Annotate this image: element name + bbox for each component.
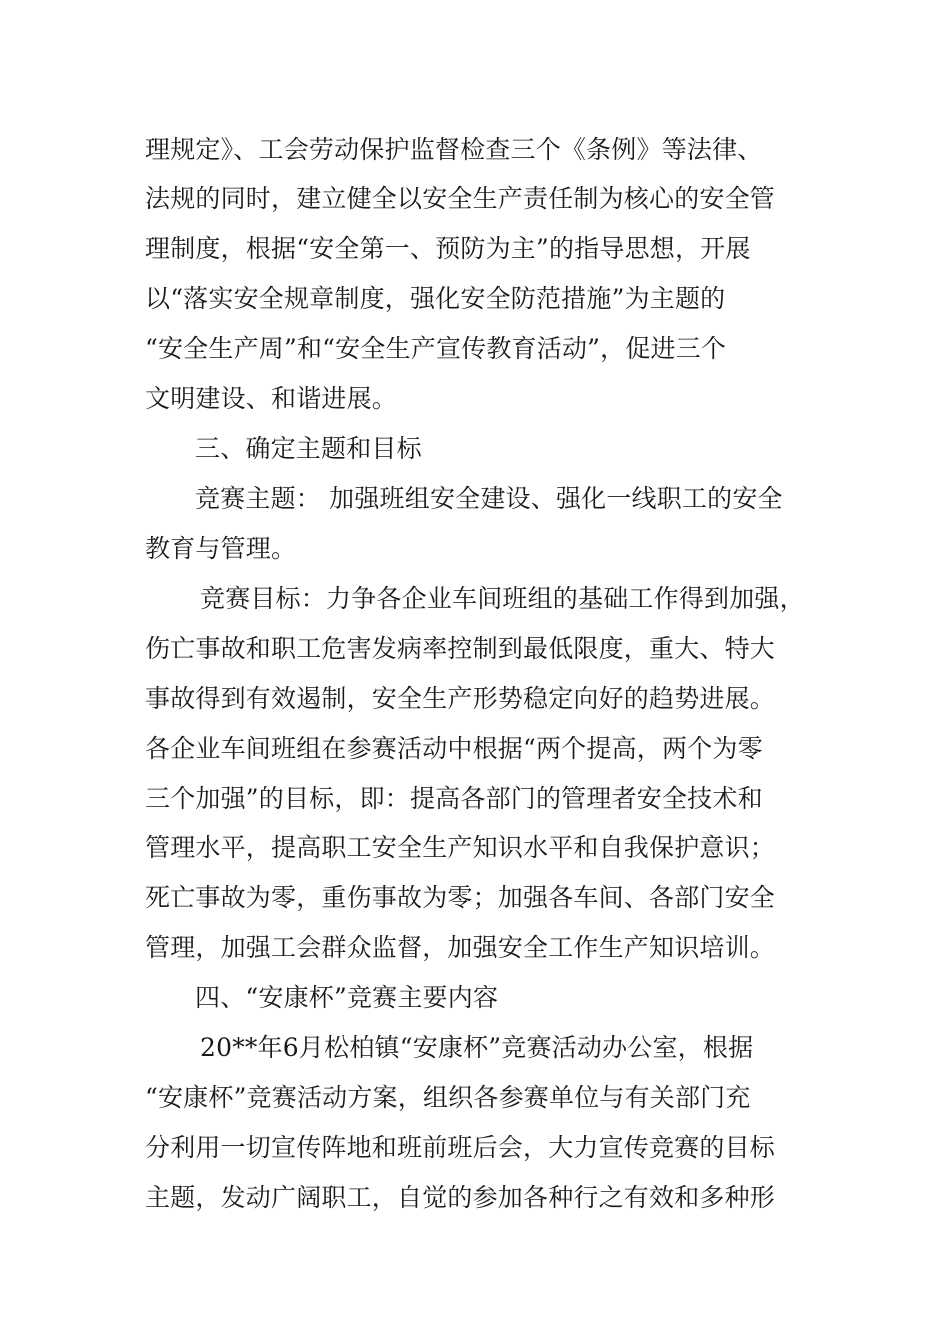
text-line: 竞赛目标：力争各企业车间班组的基础工作得到加强， bbox=[200, 584, 805, 613]
text-line: 分利用一切宣传阵地和班前班后会，大力宣传竞赛的目标 bbox=[145, 1133, 776, 1162]
text-line: 管理，加强工会群众监督，加强安全工作生产知识培训。 bbox=[145, 933, 776, 962]
text-line: 教育与管理。 bbox=[145, 534, 297, 563]
text-line: 竞赛主题： 加强班组安全建设、强化一线职工的安全 bbox=[195, 484, 783, 513]
text-line: “安康杯”竞赛活动方案，组织各参赛单位与有关部门充 bbox=[145, 1083, 751, 1112]
section-heading: 四、“安康杯”竞赛主要内容 bbox=[195, 983, 499, 1012]
text-line: 死亡事故为零，重伤事故为零；加强各车间、各部门安全 bbox=[145, 883, 776, 912]
text-line: 理制度，根据“安全第一、预防为主”的指导思想，开展 bbox=[145, 234, 751, 263]
text-line: 20**年6月松柏镇“安康杯”竞赛活动办公室，根据 bbox=[200, 1033, 754, 1062]
text-line: 主题，发动广阔职工，自觉的参加各种行之有效和多种形 bbox=[145, 1183, 776, 1212]
text-line: 管理水平，提高职工安全生产知识水平和自我保护意识； bbox=[145, 833, 776, 862]
section-heading: 三、确定主题和目标 bbox=[195, 434, 422, 463]
text-line: 各企业车间班组在参赛活动中根据“两个提高，两个为零 bbox=[145, 734, 763, 763]
text-line: 以“落实安全规章制度，强化安全防范措施”为主题的 bbox=[145, 284, 726, 313]
text-line: “安全生产周”和“安全生产宣传教育活动”，促进三个 bbox=[145, 334, 727, 363]
text-line: 三个加强”的目标，即：提高各部门的管理者安全技术和 bbox=[145, 784, 763, 813]
text-line: 文明建设、和谐进展。 bbox=[145, 384, 398, 413]
text-line: 理规定》、工会劳动保护监督检查三个《条例》等法律、 bbox=[145, 135, 763, 164]
text-line: 事故得到有效遏制，安全生产形势稳定向好的趋势进展。 bbox=[145, 684, 776, 713]
text-line: 伤亡事故和职工危害发病率控制到最低限度，重大、特大 bbox=[145, 634, 776, 663]
text-line: 法规的同时，建立健全以安全生产责任制为核心的安全管 bbox=[145, 184, 776, 213]
